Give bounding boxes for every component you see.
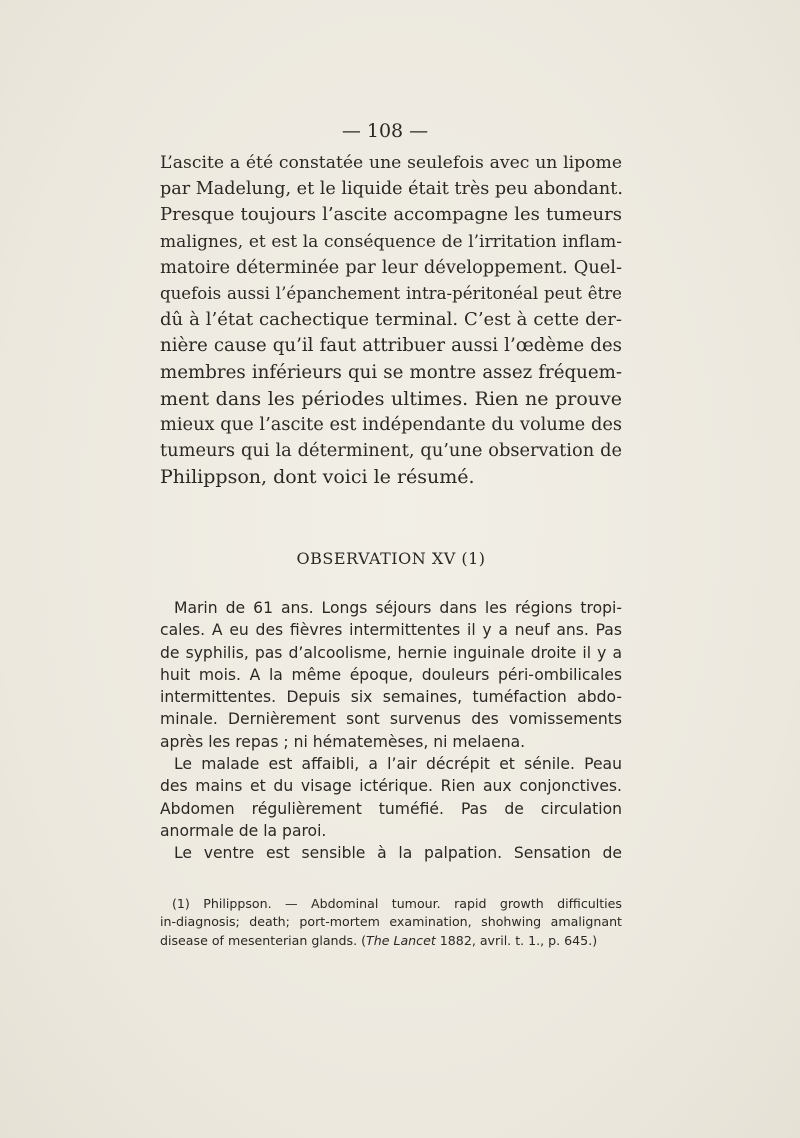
observation-line: Le malade est affaibli, a l’air décrépit et sénile. Peau bbox=[174, 755, 622, 774]
paragraph-line: nière cause qu’il faut attribuer aussi l’œdème des bbox=[160, 335, 622, 357]
paragraph-line: Presque toujours l’ascite accompagne les tumeurs bbox=[160, 204, 622, 226]
main-paragraph bbox=[160, 150, 622, 491]
observation-text bbox=[160, 597, 622, 865]
observation-line: minale. Dernièrement sont survenus des vomissements bbox=[160, 710, 622, 729]
page-number: — 108 — bbox=[341, 120, 429, 142]
paragraph-line: quefois aussi l’épanchement intra-péritonéal peut être bbox=[160, 284, 622, 304]
paragraph-line: Philippson, dont voici le résumé. bbox=[160, 466, 475, 489]
journal-title: The Lancet bbox=[366, 932, 436, 948]
paragraph-line: mieux que l’ascite est indépendante du volume des bbox=[160, 414, 622, 436]
observation-line: Le ventre est sensible à la palpation. Sensation de bbox=[174, 844, 622, 863]
footnote-line-3 bbox=[160, 932, 622, 950]
paragraph-line: malignes, et est la conséquence de l’irritation inflam- bbox=[160, 231, 622, 252]
footnote bbox=[160, 895, 622, 950]
footnote-text: disease of mesenterian glands. ( bbox=[160, 932, 367, 948]
observation-line: des mains et du visage ictérique. Rien aux conjonctives. bbox=[160, 777, 622, 796]
footnote-line: (1) Philippson. — Abdominal tumour. rapid growth difficulties bbox=[172, 896, 622, 911]
observation-line: anormale de la paroi. bbox=[160, 821, 327, 840]
footnote-text: 1882, avril. t. 1., p. 645.) bbox=[435, 932, 598, 948]
observation-line: Marin de 61 ans. Longs séjours dans les régions tropi- bbox=[174, 599, 622, 617]
paragraph-line: tumeurs qui la déterminent, qu’une observation de bbox=[160, 440, 622, 462]
paragraph-line: membres inférieurs qui se montre assez fréquem- bbox=[160, 361, 622, 383]
observation-line: cales. A eu des fièvres intermittentes il y a neuf ans. Pas bbox=[160, 621, 622, 640]
observation-line: Abdomen régulièrement tuméfié. Pas de circulation bbox=[160, 799, 622, 818]
observation-line: intermittentes. Depuis six semaines, tuméfaction abdo- bbox=[160, 688, 622, 707]
paragraph-line: L’ascite a été constatée une seulefois avec un lipome bbox=[160, 153, 622, 173]
observation-line: de syphilis, pas d’alcoolisme, hernie inguinale droite il y a bbox=[160, 643, 622, 662]
paragraph-line: matoire déterminée par leur développement. Quel- bbox=[160, 256, 622, 278]
paragraph-line: par Madelung, et le liquide était très peu abondant. bbox=[160, 179, 623, 200]
paragraph-line: dû à l’état cachectique terminal. C’est à cette der- bbox=[160, 309, 622, 331]
observation-heading: OBSERVATION XV (1) bbox=[296, 549, 486, 568]
paragraph-line: ment dans les périodes ultimes. Rien ne prouve bbox=[160, 387, 622, 410]
observation-line: après les repas ; ni hématemèses, ni melaena. bbox=[160, 732, 526, 751]
observation-line: huit mois. A la même époque, douleurs péri-ombilicales bbox=[160, 665, 622, 684]
footnote-line: in-diagnosis; death; port-mortem examination, shohwing amalignant bbox=[160, 914, 622, 930]
